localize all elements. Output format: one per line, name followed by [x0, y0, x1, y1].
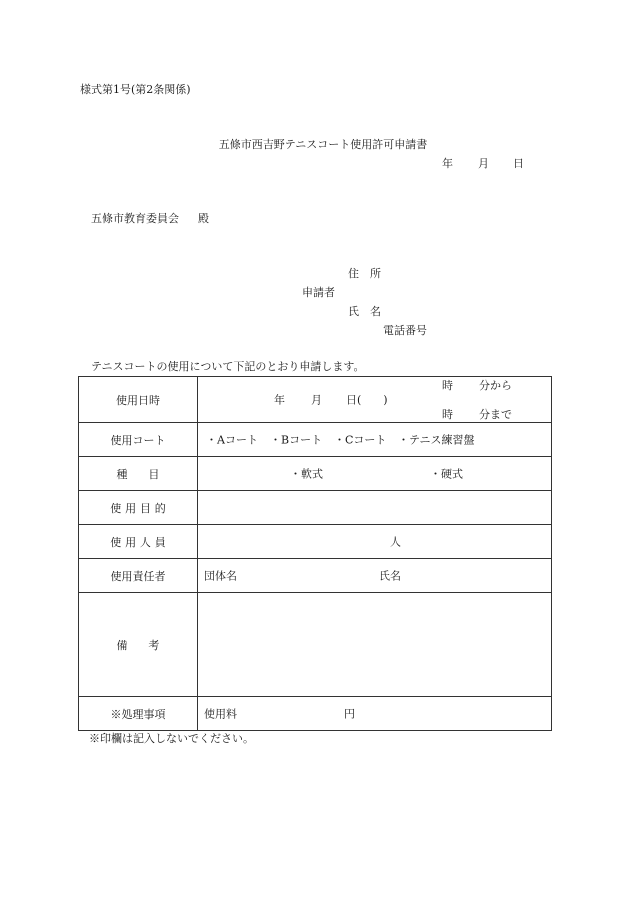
label-usage-datetime: 使用日時 — [79, 377, 198, 423]
court-option-practice-wall[interactable]: ・テニス練習盤 — [398, 433, 475, 446]
form-title: 五條市西吉野テニスコート使用許可申請書 — [218, 138, 428, 151]
row-remarks — [79, 593, 552, 697]
row-purpose — [79, 491, 552, 525]
usage-day: 日( ) — [346, 393, 388, 406]
row-court — [79, 423, 552, 457]
time-to-hour: 時 — [442, 408, 453, 421]
fee-label: 使用料 — [204, 707, 237, 720]
footnote: ※印欄は記入しないでください。 — [89, 732, 254, 745]
court-cell[interactable] — [198, 423, 552, 457]
responsible-name-label: 氏名 — [379, 569, 401, 582]
phone-label: 電話番号 — [383, 324, 427, 337]
address-label: 住 所 — [348, 267, 381, 280]
form-number: 様式第1号(第2条関係) — [80, 83, 191, 96]
addressee-name: 五條市教育委員会 — [91, 212, 179, 225]
usage-month: 月 — [311, 393, 322, 406]
addressee-honorific: 殿 — [198, 212, 209, 225]
processing-cell[interactable] — [198, 697, 552, 731]
time-from-minute: 分から — [479, 379, 512, 392]
row-sport-type — [79, 457, 552, 491]
fee-unit: 円 — [344, 707, 355, 720]
addressee — [91, 213, 209, 224]
time-from-hour: 時 — [442, 379, 453, 392]
label-purpose: 使用目的 — [79, 491, 198, 525]
date-day-label: 日 — [513, 157, 524, 170]
group-name-label: 団体名 — [204, 569, 237, 582]
court-option-a[interactable]: ・Aコート — [206, 433, 258, 446]
date-year-label: 年 — [442, 157, 453, 170]
sport-type-cell[interactable] — [198, 457, 552, 491]
intro-text: テニスコートの使用について下記のとおり申請します。 — [91, 360, 365, 373]
sport-type-hard[interactable]: ・硬式 — [430, 467, 463, 480]
time-to-minute: 分まで — [479, 408, 512, 421]
applicant-label: 申請者 — [302, 286, 335, 299]
row-people — [79, 525, 552, 559]
row-responsible — [79, 559, 552, 593]
purpose-cell[interactable] — [198, 491, 552, 525]
applicant-name-label: 氏 名 — [348, 305, 381, 318]
label-responsible: 使用責任者 — [79, 559, 198, 593]
label-processing: ※処理事項 — [79, 697, 198, 731]
application-table — [78, 376, 552, 731]
row-usage-datetime — [79, 377, 552, 423]
people-cell[interactable] — [198, 525, 552, 559]
usage-datetime-cell[interactable] — [198, 377, 552, 423]
label-people: 使用人員 — [79, 525, 198, 559]
date-month-label: 月 — [478, 157, 489, 170]
court-option-c[interactable]: ・Cコート — [334, 433, 387, 446]
row-processing — [79, 697, 552, 731]
sport-type-soft[interactable]: ・軟式 — [290, 467, 323, 480]
court-option-b[interactable]: ・Bコート — [270, 433, 323, 446]
usage-year: 年 — [274, 393, 285, 406]
people-unit: 人 — [390, 535, 401, 548]
remarks-cell[interactable] — [198, 593, 552, 697]
label-court: 使用コート — [79, 423, 198, 457]
responsible-cell[interactable] — [198, 559, 552, 593]
label-sport-type: 種目 — [79, 457, 198, 491]
label-remarks: 備考 — [79, 593, 198, 697]
